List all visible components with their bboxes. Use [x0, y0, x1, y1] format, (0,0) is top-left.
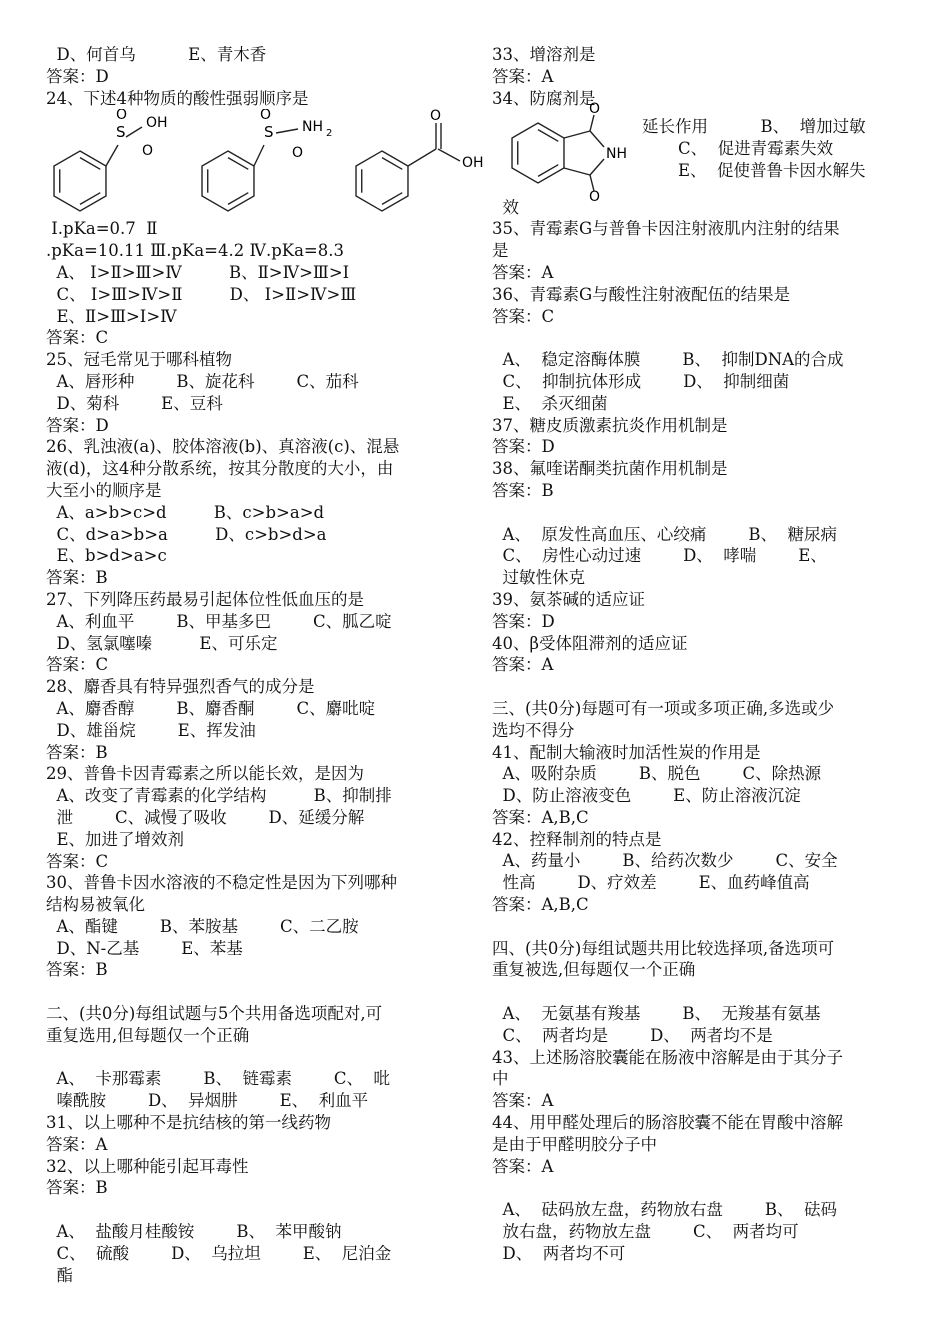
blank-line: [46, 1047, 466, 1069]
q34-option-line-2: C、 促进青霉素失效: [678, 139, 834, 159]
text-line: 结构易被氧化: [46, 895, 145, 915]
question-stem: 40、β受体阻滞剂的适应证: [492, 633, 688, 653]
question-stem: 33、增溶剂是: [492, 45, 596, 64]
benzene-ring-imide-double-bond: [538, 130, 558, 142]
question-stem: 39、氨茶碱的适应证: [492, 589, 645, 609]
bond-line: [276, 129, 298, 133]
oxygen-label-3: O: [430, 109, 442, 125]
question-stem: 32、以上哪种能引起耳毒性: [46, 1156, 249, 1176]
answer-line: 答案：C: [46, 655, 109, 675]
answer-line: 答案：D: [46, 66, 109, 86]
option-line: C、d>a>b>a D、c>b>d>a: [46, 524, 327, 544]
left-column: [46, 44, 484, 1286]
answer-line: 答案：A: [492, 1091, 554, 1111]
answer-line: 答案：B: [492, 480, 554, 500]
text-line: Ⅰ.pKa=0.7 Ⅱ: [46, 219, 158, 239]
question-stem: 41、配制大输液时加活性炭的作用是: [492, 742, 761, 762]
hydroxyl-label-3: OH: [462, 155, 484, 172]
option-line: A、唇形种 B、旋花科 C、茄科: [46, 371, 359, 391]
answer-line: 答案：A: [492, 1156, 554, 1176]
q34-option-line-3: E、 促使普鲁卡因水解失: [678, 160, 866, 180]
bond-line: [564, 168, 590, 175]
option-line: A、 卡那霉素 B、 链霉素 C、 吡: [46, 1069, 391, 1089]
text-line: 大至小的顺序是: [46, 480, 162, 500]
option-line: D、防止溶液变色 E、防止溶液沉淀: [492, 786, 801, 806]
oxygen-label-1b: O: [142, 143, 154, 160]
benzene-ring-3-double-bond: [382, 193, 402, 205]
option-line: C、 Ⅰ>Ⅲ>Ⅳ>Ⅱ D、 Ⅰ>Ⅱ>Ⅳ>Ⅲ: [46, 284, 357, 304]
right-column: [492, 44, 912, 1265]
bond-line: [590, 159, 604, 175]
question-stem: 27、下列降压药最易引起体位性低血压的是: [46, 589, 364, 609]
question-stem: 44、用甲醛处理后的肠溶胶囊不能在胃酸中溶解: [492, 1113, 843, 1133]
option-line: E、b>d>a>c: [46, 546, 167, 566]
question-stem: 34、防腐剂是: [492, 88, 596, 108]
oxygen-label-1a: O: [116, 109, 128, 124]
answer-line: 答案：A,B,C: [492, 895, 589, 915]
question-stem: 37、糖皮质激素抗炎作用机制是: [492, 415, 728, 435]
bond-line: [438, 149, 460, 161]
option-line: A、吸附杂质 B、脱色 C、除热源: [492, 764, 822, 784]
option-line: A、麝香醇 B、麝香酮 C、麝吡啶: [46, 698, 376, 718]
bond-line: [590, 131, 604, 147]
oxygen-label-2a: O: [260, 109, 272, 124]
q34-option-line-1: 延长作用 B、 增加过敏: [642, 117, 866, 137]
q24-structures-block: [46, 109, 484, 218]
text-line: 是由于甲醛明胶分子中: [492, 1134, 657, 1154]
option-line: A、利血平 B、甲基多巴 C、胍乙啶: [46, 611, 392, 631]
bond-line: [590, 115, 594, 131]
benzene-ring-1-double-bond: [80, 193, 100, 205]
oxygen-label-2b: O: [292, 145, 304, 162]
question-stem: 42、控释制剂的特点是: [492, 829, 662, 849]
option-line: A、 Ⅰ>Ⅱ>Ⅲ>Ⅳ B、Ⅱ>Ⅳ>Ⅲ>Ⅰ: [46, 262, 350, 282]
blank-line: [46, 1199, 466, 1221]
benzene-ring-1-double-bond: [80, 158, 100, 170]
blank-line: [46, 981, 466, 1003]
option-line: A、 无氨基有羧基 B、 无羧基有氨基: [492, 1004, 821, 1024]
option-line: D、N-乙基 E、苯基: [46, 938, 243, 958]
text-line: .pKa=10.11 Ⅲ.pKa=4.2 Ⅳ.pKa=8.3: [46, 241, 344, 261]
answer-line: 答案：B: [46, 960, 108, 980]
option-line: C、 房性心动过速 D、 哮喘 E、: [492, 546, 827, 566]
benzene-ring-imide: [512, 123, 564, 183]
text-line: 重复被选,但每题仅一个正确: [492, 960, 696, 980]
answer-line: 答案：A: [492, 66, 554, 86]
option-line: D、氢氯噻嗪 E、可乐定: [46, 633, 278, 653]
answer-line: 答案：A: [492, 655, 554, 675]
answer-line: 答案：B: [46, 568, 108, 588]
section-heading: 四、(共0分)每组试题共用比较选择项,备选项可: [492, 938, 835, 958]
sulfur-label-2: S: [264, 123, 274, 142]
answer-line: 答案：A: [46, 1134, 108, 1154]
benzene-ring-imide-double-bond: [538, 165, 558, 177]
text-line: 中: [492, 1069, 509, 1089]
oxygen-label-bottom: O: [589, 189, 601, 202]
benzene-ring-2: [202, 151, 254, 211]
text-line: 嗪酰胺 D、 异烟肼 E、 利血平: [46, 1091, 369, 1111]
blank-line: [492, 502, 912, 524]
answer-line: 答案：C: [492, 306, 555, 326]
option-line: A、 盐酸月桂酸铵 B、 苯甲酸钠: [46, 1222, 342, 1242]
sulfur-label-1: S: [116, 123, 126, 142]
question-stem: 26、乳浊液(a)、胶体溶液(b)、真溶液(c)、混悬: [46, 437, 400, 457]
answer-line: 答案：D: [492, 611, 555, 631]
option-line: A、 砝码放左盘，药物放右盘 B、 砝码: [492, 1200, 837, 1220]
text-line: 是: [492, 241, 509, 261]
q24-chemical-structures: [46, 109, 486, 219]
question-stem: 31、以上哪种不是抗结核的第一线药物: [46, 1113, 331, 1133]
question-stem: 28、麝香具有特异强烈香气的成分是: [46, 677, 315, 697]
answer-line: 答案：D: [46, 415, 109, 435]
question-stem: 29、普鲁卡因青霉素之所以能长效，是因为: [46, 764, 364, 784]
option-line: A、 稳定溶酶体膜 B、 抑制DNA的合成: [492, 350, 844, 370]
bond-line: [408, 149, 436, 166]
question-stem: 30、普鲁卡因水溶液的不稳定性是因为下列哪种: [46, 873, 397, 893]
bond-line: [254, 145, 264, 166]
text-line: 选均不得分: [492, 720, 575, 740]
question-stem: 36、青霉素G与酸性注射液配伍的结果是: [492, 284, 791, 304]
benzene-ring-2-double-bond: [228, 158, 248, 170]
answer-line: 答案：B: [46, 742, 108, 762]
question-stem: 35、青霉素G与普鲁卡因注射液肌内注射的结果: [492, 219, 840, 239]
option-line: E、 杀灭细菌: [492, 393, 608, 413]
option-line: A、改变了青霉素的化学结构 B、抑制排: [46, 786, 392, 806]
benzene-ring-2-double-bond: [228, 193, 248, 205]
option-line: C、 抑制抗体形成 D、 抑制细菌: [492, 371, 790, 391]
answer-line: 答案：C: [46, 851, 109, 871]
option-line: D、菊科 E、豆科: [46, 393, 223, 413]
option-line: A、 原发性高血压、心绞痛 B、 糖尿病: [492, 524, 837, 544]
text-line: 液(d)，这4种分散系统，按其分散度的大小，由: [46, 459, 394, 479]
amine-subscript-2: 2: [326, 128, 333, 140]
blank-line: [492, 981, 912, 1003]
answer-line: 答案：D: [492, 437, 555, 457]
q34-structure-block: [492, 101, 912, 202]
option-line: A、a>b>c>d B、c>b>a>d: [46, 502, 325, 522]
option-line: A、酯键 B、苯胺基 C、二乙胺: [46, 916, 359, 936]
phthalimide-structure: [492, 101, 652, 201]
question-stem: 25、冠毛常见于哪科植物: [46, 350, 232, 370]
option-line: D、 两者均不可: [492, 1243, 626, 1263]
benzene-ring-1: [54, 151, 106, 211]
question-stem: 24、下述4种物质的酸性强弱顺序是: [46, 88, 309, 108]
option-line: C、 硫酸 D、 乌拉坦 E、 尼泊金: [46, 1243, 392, 1263]
question-stem: 43、上述肠溶胶囊能在肠液中溶解是由于其分子: [492, 1047, 843, 1067]
text-line: 泄 C、减慢了吸收 D、延缓分解: [46, 807, 365, 827]
bond-line: [126, 127, 142, 137]
option-line: C、 两者均是 D、 两者均不是: [492, 1025, 773, 1045]
option-line: D、何首乌 E、青木香: [46, 45, 267, 64]
text-line: 放右盘，药物放左盘 C、 两者均可: [492, 1222, 799, 1242]
blank-line: [492, 676, 912, 698]
answer-line: 答案：C: [46, 328, 109, 348]
oxygen-label-top: O: [589, 101, 601, 118]
answer-line: 答案：A,B,C: [492, 807, 589, 827]
text-line: 重复选用,但每题仅一个正确: [46, 1025, 250, 1045]
section-heading: 三、(共0分)每题可有一项或多项正确,多选或少: [492, 698, 835, 718]
benzene-ring-3: [356, 151, 408, 211]
question-stem: 38、氟喹诺酮类抗菌作用机制是: [492, 459, 728, 479]
hydroxyl-label-1: OH: [146, 115, 168, 132]
text-line: 效: [492, 197, 519, 217]
blank-line: [492, 1177, 912, 1199]
option-line: A、药量小 B、给药次数少 C、安全: [492, 851, 838, 871]
imide-nh-label: NH: [606, 146, 627, 163]
option-line: E、Ⅱ>Ⅲ>Ⅰ>Ⅳ: [46, 306, 177, 326]
answer-line: 答案：A: [492, 262, 554, 282]
text-line: 过敏性休克: [492, 568, 585, 588]
bond-line: [564, 131, 590, 138]
bond-line: [106, 145, 118, 166]
amine-label-2: NH: [302, 119, 323, 136]
text-line: 性高 D、疗效差 E、血药峰值高: [492, 873, 810, 893]
option-line: D、雄甾烷 E、挥发油: [46, 720, 256, 740]
option-line: E、加进了增效剂: [46, 829, 185, 849]
text-line: 酯: [46, 1265, 73, 1285]
benzene-ring-3-double-bond: [382, 158, 402, 170]
blank-line: [492, 916, 912, 938]
blank-line: [492, 327, 912, 349]
answer-line: 答案：B: [46, 1178, 108, 1198]
section-heading: 二、(共0分)每组试题与5个共用备选项配对,可: [46, 1004, 383, 1024]
